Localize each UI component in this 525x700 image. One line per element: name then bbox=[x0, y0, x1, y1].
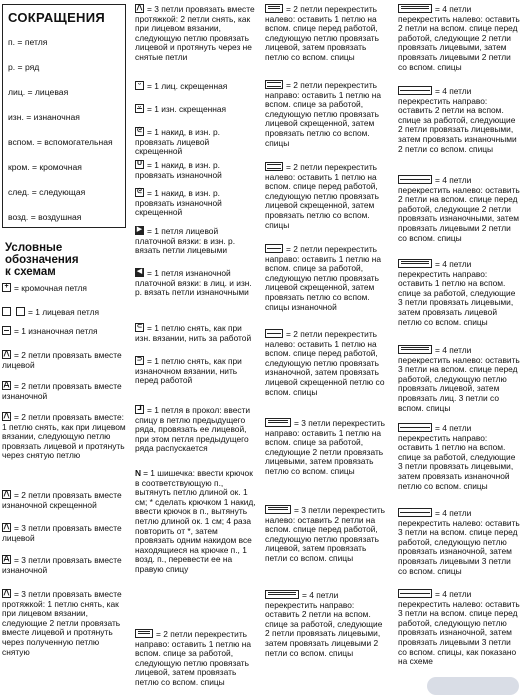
legend-text: = 1 накид, в изн. р. провязать изнаночной bbox=[135, 160, 222, 180]
legend-item-garter-knit bbox=[135, 226, 258, 256]
edge-stitch-icon: + bbox=[2, 283, 11, 292]
legend-item-4-left-cross-3-1-purl-scheme bbox=[398, 589, 522, 667]
legend-text: = 1 петлю снять, как при изн. вязании, нить за работой bbox=[135, 323, 252, 343]
legend-item-4-right-cross-1-3 bbox=[398, 259, 522, 327]
legend-item-purl bbox=[2, 326, 126, 337]
cable-4-left-3-1-purl-scheme-icon bbox=[398, 589, 432, 598]
legend-item-knit-below bbox=[135, 405, 258, 454]
legend-item-yo-ptbl bbox=[135, 188, 258, 218]
k3tog-icon: ⋀ bbox=[3, 523, 10, 530]
legend-text: = 1 изнаночная петля bbox=[14, 326, 98, 336]
yarn-over-ptbl-icon: ᘓ bbox=[135, 188, 144, 197]
legend-text: = 1 лиц. скрещенная bbox=[147, 81, 228, 91]
cable-2-right-icon bbox=[135, 629, 153, 638]
knit-below-icon: ⅃ bbox=[135, 405, 144, 414]
legend-text: = 1 петля лицевой платочной вязки: в изн. р. вязать петли лицевыми bbox=[135, 226, 236, 256]
legend-item-bobble bbox=[135, 469, 258, 575]
legend-item-p3tog bbox=[2, 555, 126, 575]
legend-item-4-right-cross-1-3-purl bbox=[398, 423, 522, 491]
p2tog-tbl-icon: ⋀ bbox=[3, 490, 10, 497]
legend-title-line-2: к схемам bbox=[5, 266, 56, 278]
legend-item-p2tog bbox=[2, 381, 126, 401]
abbr-item: вспом. = вспомогательная bbox=[8, 137, 113, 147]
abbreviations-title: СОКРАЩЕНИЯ bbox=[8, 10, 106, 25]
cable-4-left-icon bbox=[398, 4, 432, 13]
legend-item-s2kp bbox=[135, 4, 258, 63]
legend-text: = 3 петли провязать вместе лицевой bbox=[2, 523, 122, 543]
watermark-logo bbox=[427, 677, 519, 695]
slip-yarn-front-icon: ⊃ bbox=[136, 356, 143, 363]
purl-stitch-icon bbox=[2, 326, 11, 335]
legend-text: = 4 петли перекрестить направо: оставить 1 петлю на вспом. спице за работой, следующие 3 петли провязать лицевыми, затем провязать изнаночной петлю со вспом. спицы bbox=[398, 423, 516, 491]
k2tog-icon: ⋀ bbox=[3, 350, 10, 357]
legend-text: = 4 петли перекрестить направо: оставить 2 петли на вспом. спице за работой, следующие 2 петли провязать лицевыми, затем провязать изнаночными 2 петли со вспом. спицы bbox=[398, 86, 517, 154]
abbr-item: р. = ряд bbox=[8, 62, 40, 72]
slip-yarn-back-icon: ⊂ bbox=[136, 323, 143, 330]
garter-purl-icon: ◀ bbox=[136, 268, 143, 275]
s2kp-icon: ⋀ bbox=[136, 4, 143, 11]
legend-item-4-left-cross-3-1-purl bbox=[398, 508, 522, 576]
cable-4-left-3-1-icon bbox=[398, 345, 432, 354]
cable-2-left-tbl-icon bbox=[265, 162, 283, 171]
cable-2-left-purl-icon bbox=[265, 329, 283, 338]
legend-item-2-left-cross bbox=[265, 4, 387, 63]
cable-2-left-icon bbox=[265, 4, 283, 13]
knit-stitch-icon bbox=[2, 307, 11, 316]
legend-item-2-left-cross-tbl bbox=[265, 162, 387, 230]
abbr-item: возд. = воздушная bbox=[8, 212, 82, 222]
legend-text: = 4 петли перекрестить налево: оставить 2 петли на вспом. спице перед работой, следующие 2 петли провязать лицевыми, затем провязать лицевыми 2 петли со вспом. спицы bbox=[398, 4, 520, 72]
legend-text: = 3 петли провязать вместе протяжкой: 1 петлю снять, как при лицевом вязании, следующие 2 петли провязать вместе лицевой и протянуть через полученную петлю снятую bbox=[2, 589, 122, 657]
legend-text: = 2 петли провязать вместе изнаночной скрещенной bbox=[2, 490, 122, 510]
legend-text: = 3 петли провязать вместе протяжкой: 2 петли снять, как при лицевом вязании, следующую петлю провязать лицевой и протянуть через не снятые петли bbox=[135, 4, 255, 62]
legend-item-3-right-cross bbox=[265, 418, 387, 477]
legend-item-garter-purl bbox=[135, 268, 258, 298]
cable-4-right-1-3-purl-icon bbox=[398, 423, 432, 432]
legend-text: = 1 петлю снять, как при изнаночном вязании, нить перед работой bbox=[135, 356, 242, 386]
legend-text: = 3 петли провязать вместе изнаночной bbox=[2, 555, 122, 575]
abbr-item: след. = следующая bbox=[8, 187, 86, 197]
legend-item-4-left-cross-purl bbox=[398, 175, 522, 243]
cable-4-left-purl-icon bbox=[398, 175, 432, 184]
legend-item-ssk bbox=[2, 412, 126, 461]
legend-item-p2tog-tbl bbox=[2, 490, 126, 510]
legend-text: = 3 петли перекрестить направо: оставить 1 петлю на вспом. спице за работой, следующие 2 петли провязать лицевыми, затем провязать петлю со вспом. спицы bbox=[265, 418, 386, 476]
legend-item-k3tog bbox=[2, 523, 126, 543]
legend-item-4-left-cross bbox=[398, 4, 522, 72]
legend-text: = 1 шишечка: ввести крючок в соответствующую п., вытянуть петлю длиной ок. 1 см; * сделать крючком 1 накид, ввести крючок в п., вытянуть петлю длиной ок. 1 см; 4 раза повторить от *, затем провязать одним накидом все находящиеся на крючке п., 1 возд. п., перевести ее на правую спицу bbox=[135, 468, 256, 574]
legend-item-3-left-cross bbox=[265, 505, 387, 564]
legend-item-2-left-cross-purl bbox=[265, 329, 387, 397]
ssk-icon: ⋀ bbox=[3, 412, 10, 419]
legend-text: = 2 петли перекрестить направо: оставить 1 петлю на вспом. спице за работой, следующую петлю провязать лицевой скрещенной, затем провязать петлю со вспом. спицы bbox=[265, 80, 382, 148]
yarn-over-ktbl-icon: ᘓ bbox=[135, 127, 144, 136]
legend-item-4-left-cross-3-1 bbox=[398, 345, 522, 413]
sk2p-icon: ⋀ bbox=[3, 589, 10, 596]
legend-text: = 1 изн. скрещенная bbox=[147, 104, 227, 114]
column-1 bbox=[2, 0, 126, 657]
legend-text: = 4 петли перекрестить налево: оставить 3 петли на вспом. спице перед работой, следующую петлю провязать лицевой, затем провязать лиц. 3 петли со вспом. спицы bbox=[398, 345, 520, 413]
legend-item-edge-stitch bbox=[2, 283, 126, 294]
garter-knit-icon: ▶ bbox=[136, 226, 143, 233]
legend-item-4-right-cross bbox=[265, 590, 387, 658]
legend-text: = 2 петли перекрестить направо: оставить 1 петлю на вспом. спице за работой, следующую петлю провязать лицевой, затем провязать петлю со вспом. спицы bbox=[135, 629, 252, 687]
legend-text: = 1 накид, в изн. р. провязать лицевой скрещенной bbox=[135, 127, 220, 157]
legend-text: = 1 петля изнаночной платочной вязки: в лиц. и изн. р. вязать петли изнаночными bbox=[135, 268, 252, 298]
cable-4-right-1-3-icon bbox=[398, 259, 432, 268]
legend-text: = 2 петли перекрестить налево: оставить 1 петлю на вспом. спице перед работой, следующую петлю провязать лицевой, затем провязать петлю со вспом. спицы bbox=[265, 4, 379, 62]
legend-item-2-right-cross-tbl bbox=[265, 80, 387, 148]
legend-text: = кромочная петля bbox=[14, 283, 87, 293]
legend-text: = 1 накид, в изн. р. провязать изнаночной скрещенной bbox=[135, 188, 222, 218]
legend-text: = 2 петли провязать вместе: 1 петлю снять, как при лицевом вязании, следующую петлю провязать лицевой и протянуть через снятую петлю bbox=[2, 412, 126, 461]
legend-item-knit bbox=[2, 307, 126, 318]
cable-2-right-tbl-icon bbox=[265, 80, 283, 89]
legend-item-4-right-cross-purl bbox=[398, 86, 522, 154]
legend-text: = 1 лицевая петля bbox=[28, 307, 99, 317]
legend-item-2-right-cross bbox=[135, 629, 258, 688]
legend-text: = 2 петли провязать вместе изнаночной bbox=[2, 381, 122, 401]
abbr-item: п. = петля bbox=[8, 37, 48, 47]
bobble-mark: N bbox=[135, 468, 142, 478]
legend-text: = 3 петли перекрестить налево: оставить 2 петли на вспом. спице перед работой, следующую петлю провязать лицевой, затем провязать петли со вспом. спицы bbox=[265, 505, 386, 563]
legend-text: = 2 петли перекрестить налево: оставить 1 петлю на вспом. спице перед работой, следующую петлю провязать изнаночной, затем провязать лицевой скрещенной петлю со вспом. спицы bbox=[265, 329, 385, 397]
cable-3-left-icon bbox=[265, 505, 291, 514]
legend-text: = 4 петли перекрестить налево: оставить 3 петли на вспом. спице перед работой, следующую петлю провязать изнаночной, затем провязать лицевыми 3 петли со вспом. спицы, как показано на схеме bbox=[398, 589, 520, 667]
legend-item-2-right-cross-purl bbox=[265, 244, 387, 312]
abbreviations-box bbox=[2, 4, 126, 228]
legend-item-yo-ktbl bbox=[135, 127, 258, 157]
abbr-item: кром. = кромочная bbox=[8, 162, 82, 172]
cable-4-left-3-1-purl-icon bbox=[398, 508, 432, 517]
legend-text: = 1 петля в прокол: ввести спицу в петлю предыдущего ряда, провязать ее лицевой, при этом петля предыдущего ряда распускается bbox=[135, 405, 251, 454]
legend-text: = 2 петли провязать вместе лицевой bbox=[2, 350, 122, 370]
cable-4-right-icon bbox=[265, 590, 299, 599]
legend-item-yo-p bbox=[135, 160, 258, 180]
purl-tbl-icon: ᵕ bbox=[135, 104, 144, 113]
legend-title bbox=[5, 242, 126, 278]
p3tog-icon: ⋀ bbox=[3, 555, 10, 562]
legend-text: = 4 петли перекрестить налево: оставить 2 петли на вспом. спице перед работой, следующие 2 петли провязать изнаночными, затем провязать лицевыми 2 петли со вспом. спицы bbox=[398, 175, 520, 243]
legend-item-sk2p bbox=[2, 589, 126, 657]
abbr-item: лиц. = лицевая bbox=[8, 87, 69, 97]
legend-item-ktbl bbox=[135, 81, 258, 92]
knit-stitch-icon bbox=[16, 307, 25, 316]
p2tog-icon: ⋀ bbox=[3, 381, 10, 388]
legend-text: = 4 петли перекрестить направо: оставить 2 петли на вспом. спице за работой, следующие 2 петли провязать лицевыми, затем провязать лицевыми 2 петли со вспом. спицы bbox=[265, 590, 383, 658]
legend-item-slip-front bbox=[135, 356, 258, 386]
legend-text: = 2 петли перекрестить направо: оставить 1 петлю на вспом. спице за работой, следующую петлю провязать лицевой скрещенной, затем провязать петлю со вспом. спицы изнаночной bbox=[265, 244, 382, 312]
legend-item-ptbl bbox=[135, 104, 258, 115]
yarn-over-purl-icon: U bbox=[136, 160, 143, 167]
legend-text: = 2 петли перекрестить налево: оставить 1 петлю на вспом. спице перед работой, следующую петлю провязать лицевой скрещенной, затем провязать петлю со вспом. спицы bbox=[265, 162, 379, 230]
cable-2-right-purl-icon bbox=[265, 244, 283, 253]
legend-text: = 4 петли перекрестить направо: оставить 1 петлю на вспом. спице за работой, следующие 3 петли провязать лицевыми, затем провязать лицевой петлю со вспом. спицы bbox=[398, 259, 516, 327]
cable-3-right-icon bbox=[265, 418, 291, 427]
legend-title-line-1: Условные обозначения bbox=[5, 242, 79, 266]
legend-item-slip-back bbox=[135, 323, 258, 343]
abbr-item: изн. = изнаночная bbox=[8, 112, 80, 122]
knit-tbl-icon: ᵕ bbox=[135, 81, 144, 90]
legend-item-k2tog bbox=[2, 350, 126, 370]
cable-4-right-purl-icon bbox=[398, 86, 432, 95]
legend-text: = 4 петли перекрестить налево: оставить 3 петли на вспом. спице перед работой, следующую петлю провязать изнаночной, затем провязать лицевыми 3 петли со вспом. спицы bbox=[398, 508, 520, 576]
